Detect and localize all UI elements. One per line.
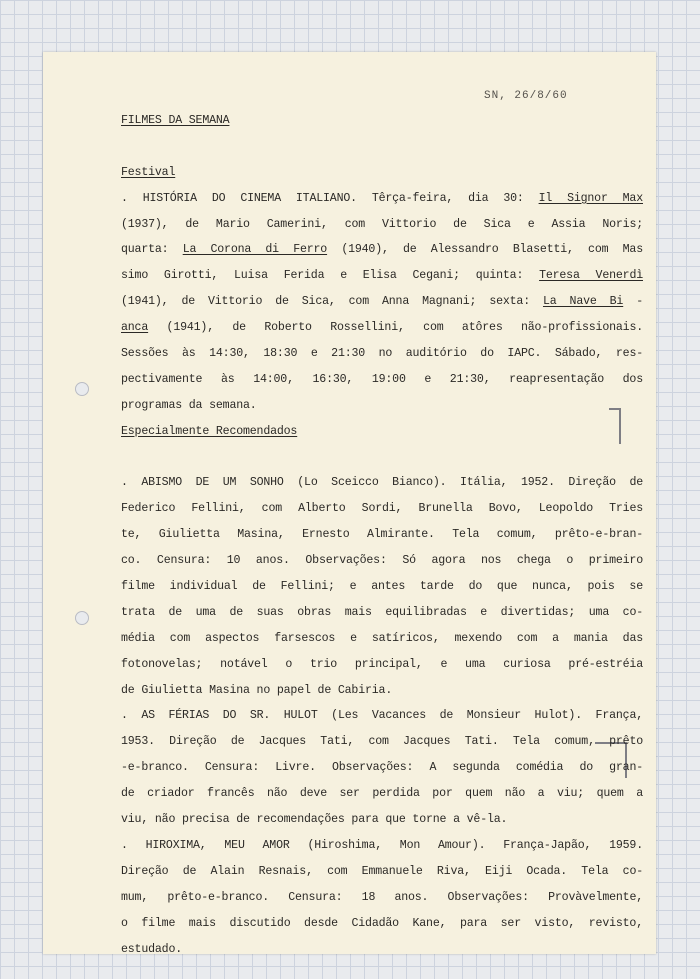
abismo-line: média com aspectos farsescos e satíricos, mexendo com a mania das: [121, 631, 643, 645]
abismo-line: Federico Fellini, com Alberto Sordi, Brunella Bovo, Leopoldo Tries: [121, 502, 643, 516]
festival-line: Sessões às 14:30, 18:30 e 21:30 no auditório do IAPC. Sábado, res-: [121, 347, 643, 361]
festival-line: simo Girotti, Luisa Ferida e Elisa Cegani; quinta: Teresa Venerdì: [121, 269, 643, 283]
hiroxima-line: o filme mais discutido desde Cidadão Kane, para ser visto, revisto,: [121, 916, 643, 930]
hiroxima-line: Direção de Alain Resnais, com Emmanuele Riva, Eiji Ocada. Tela co-: [121, 864, 643, 878]
film-title-il-signor-max: Il Signor Max: [538, 191, 643, 205]
festival-line: quarta: La Corona di Ferro (1940), de Alessandro Blasetti, com Mas: [121, 243, 643, 257]
section-heading-recomendados: Especialmente Recomendados: [121, 424, 298, 438]
festival-line: (1941), de Vittorio de Sica, com Anna Magnani; sexta: La Nave Bi -: [121, 295, 643, 309]
hiroxima-line: . HIROXIMA, MEU AMOR (Hiroshima, Mon Amour). França-Japão, 1959.: [121, 838, 643, 852]
abismo-line: de Giulietta Masina no papel de Cabiria.: [121, 683, 393, 697]
film-title-corona: La Corona di Ferro: [182, 243, 328, 257]
festival-line: programas da semana.: [121, 398, 257, 412]
hulot-line: 1953. Direção de Jacques Tati, com Jacques Tati. Tela comum, prêto: [121, 735, 643, 749]
abismo-line: filme individual de Fellini; e antes tarde do que nunca, pois se: [121, 580, 643, 594]
abismo-line: fotonovelas; notável o trio principal, e uma curiosa pré-estréia: [121, 657, 643, 671]
abismo-line: te, Giulietta Masina, Ernesto Almirante. Tela comum, prêto-e-bran-: [121, 528, 643, 542]
hulot-line: viu, não precisa de recomendações para que torne a vê-la.: [121, 813, 508, 827]
header-code: SN, 26/8/60: [484, 90, 568, 102]
abismo-line: trata de uma de suas obras mais equilibradas e divertidas; uma co-: [121, 605, 643, 619]
hiroxima-line: mum, prêto-e-branco. Censura: 18 anos. Observações: Provàvelmente,: [121, 890, 643, 904]
abismo-line: co. Censura: 10 anos. Observações: Só agora nos chega o primeiro: [121, 554, 643, 568]
hulot-line: de criador francês não deve ser perdida por quem não a viu; quem a: [121, 787, 643, 801]
abismo-line: . ABISMO DE UM SONHO (Lo Sceicco Bianco). Itália, 1952. Direção de: [121, 476, 643, 490]
festival-line: anca (1941), de Roberto Rossellini, com atôres não-profissionais.: [121, 321, 643, 335]
festival-line: . HISTÓRIA DO CINEMA ITALIANO. Têrça-feira, dia 30: Il Signor Max: [121, 191, 643, 205]
hulot-line: -e-branco. Censura: Livre. Observações: A segunda comédia do gran-: [121, 761, 643, 775]
document-sheet: [43, 52, 656, 954]
hiroxima-line: estudado.: [121, 942, 182, 956]
section-heading-festival: Festival: [121, 165, 176, 179]
film-title-nave-bianca: La Nave Bi: [542, 295, 624, 309]
punch-hole-top: [75, 382, 89, 396]
festival-line: (1937), de Mario Camerini, com Vittorio de Sica e Assia Noris;: [121, 217, 643, 231]
punch-hole-bottom: [75, 611, 89, 625]
hulot-line: . AS FÉRIAS DO SR. HULOT (Les Vacances de Monsieur Hulot). França,: [121, 709, 643, 723]
film-title-teresa-venerdi: Teresa Venerdì: [539, 269, 643, 283]
festival-line: pectivamente às 14:00, 16:30, 19:00 e 21:30, reapresentação dos: [121, 372, 643, 386]
typewritten-text: [121, 108, 643, 962]
page-title: FILMES DA SEMANA: [121, 114, 230, 127]
